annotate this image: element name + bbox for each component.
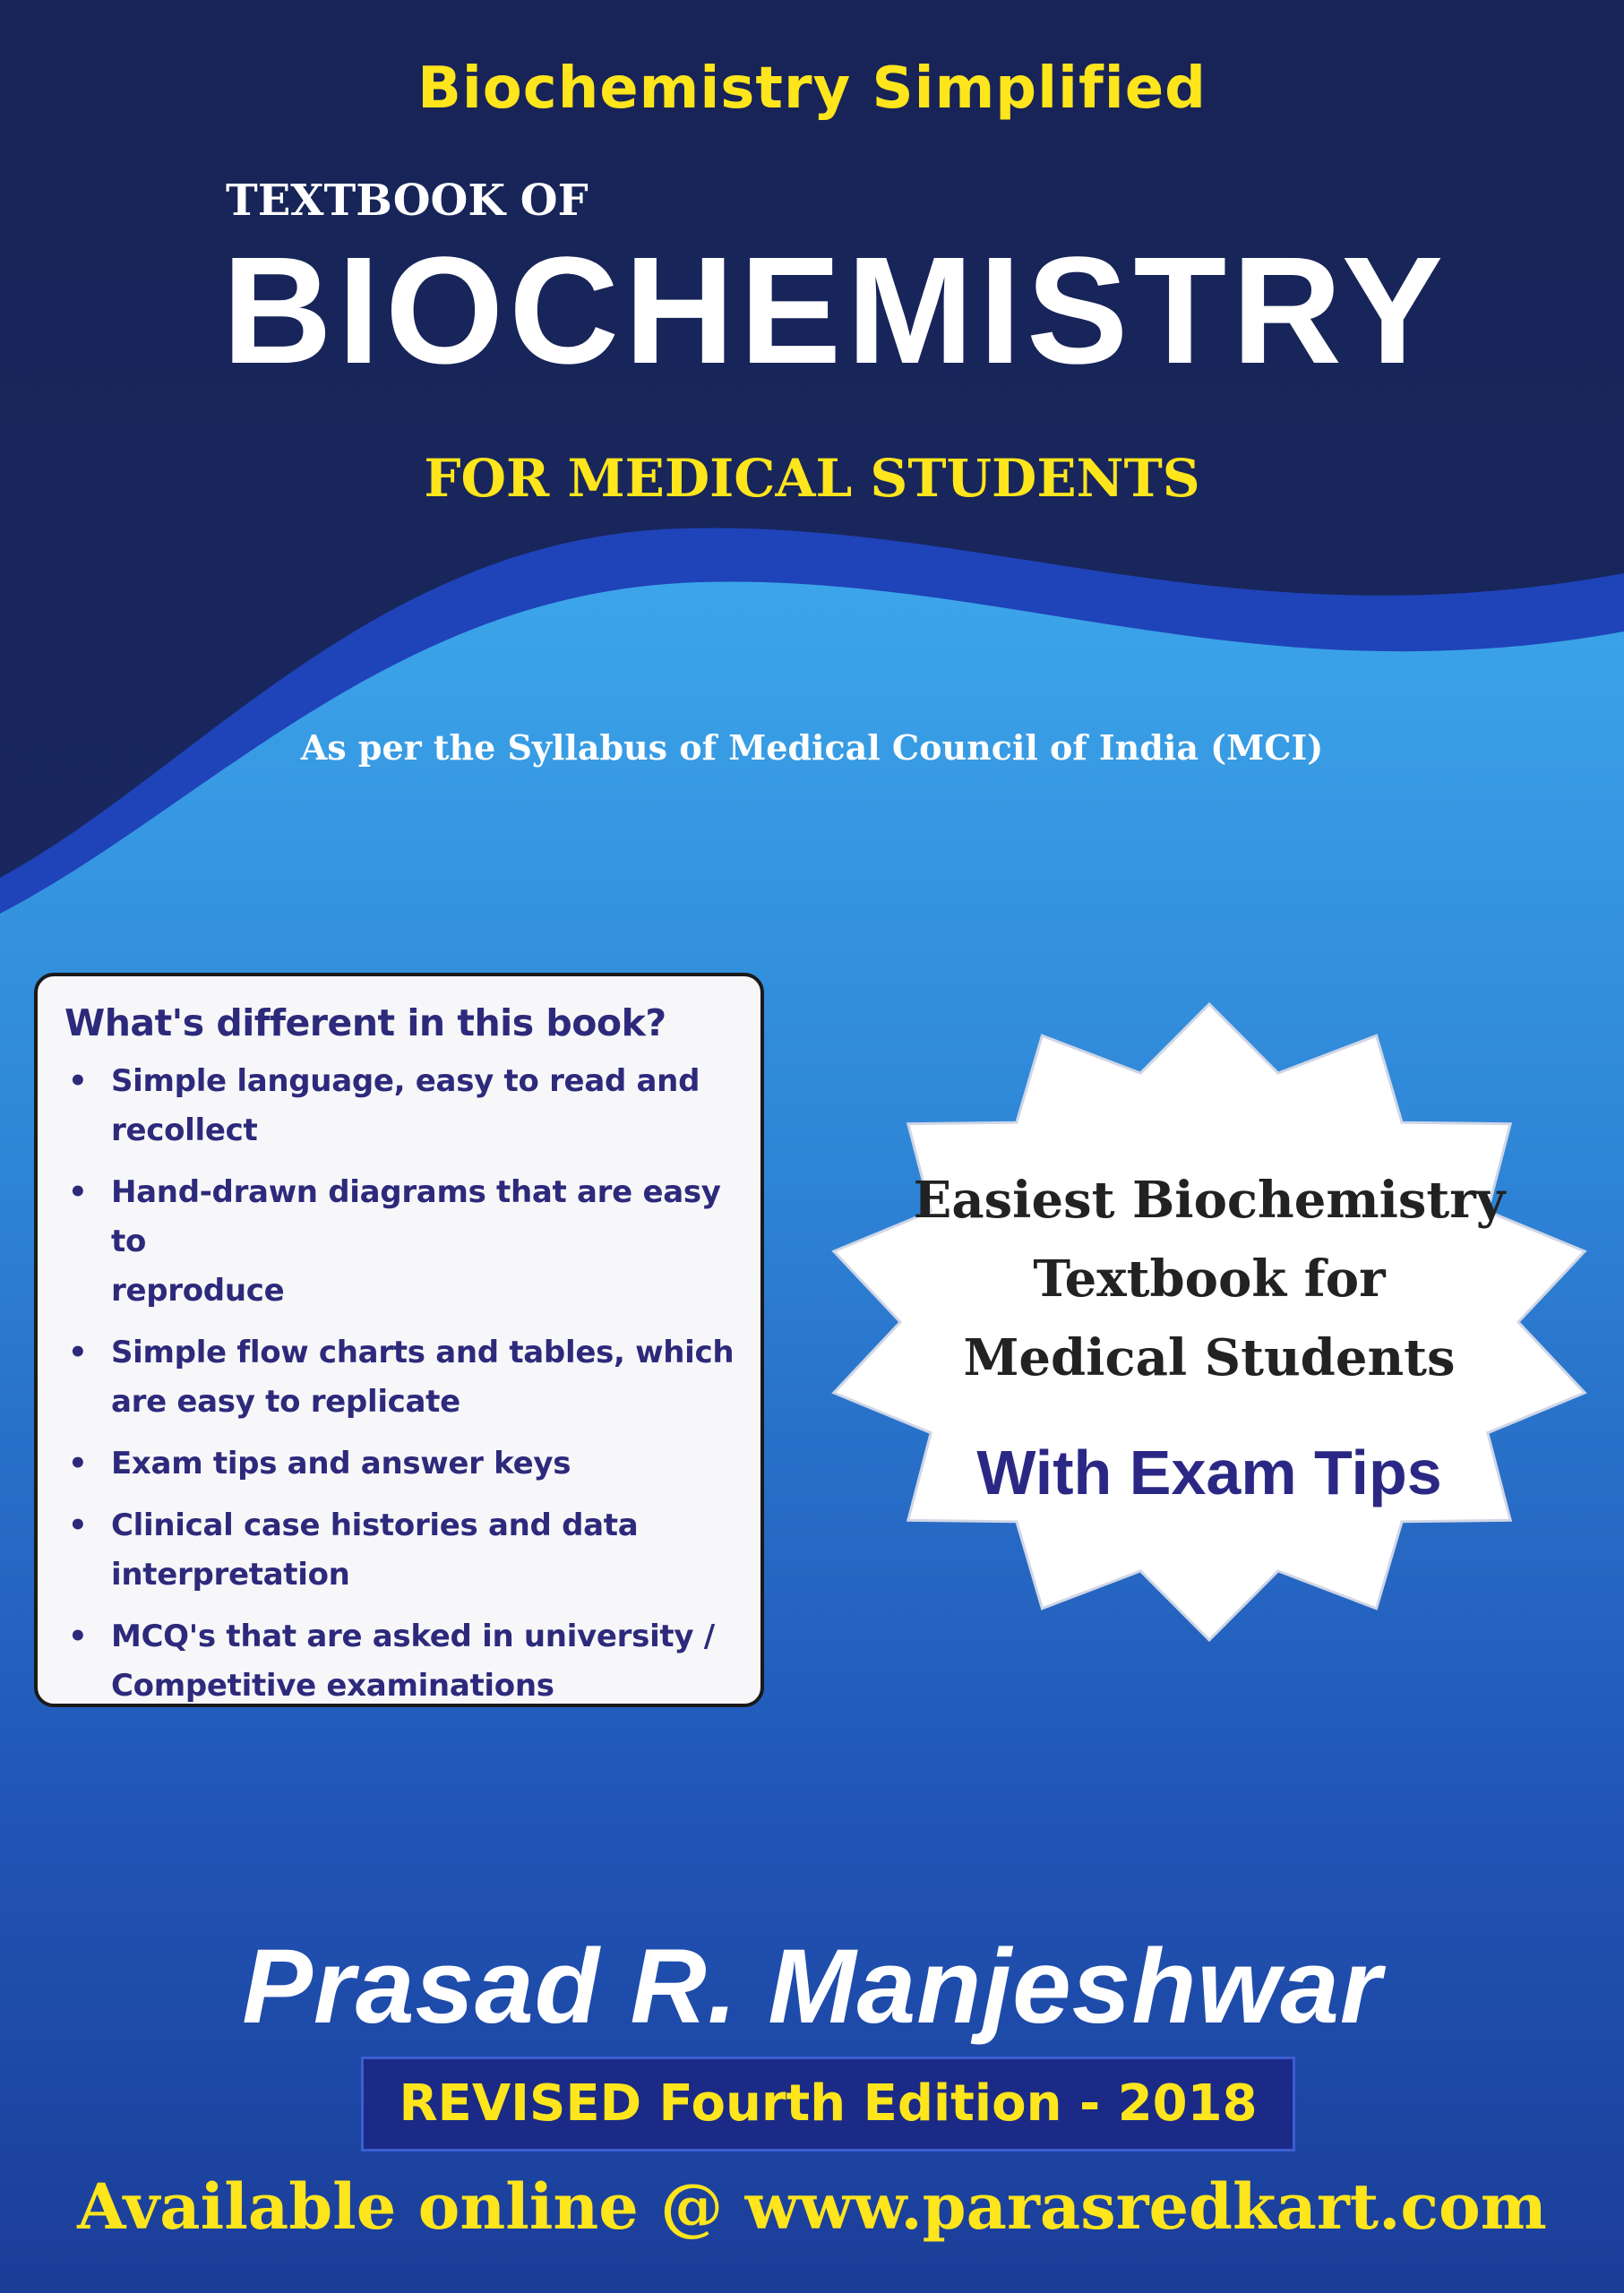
textbook-of-label: TEXTBOOK OF (226, 176, 589, 226)
availability-note: Available online @ www.parasredkart.com (77, 2169, 1547, 2244)
bullet-icon: • (68, 1063, 88, 1099)
subtitle: FOR MEDICAL STUDENTS (424, 448, 1200, 509)
feature-line: reproduce (111, 1273, 285, 1309)
feature-line: Clinical case histories and data (111, 1507, 639, 1543)
feature-item (61, 1328, 744, 1427)
feature-item (61, 1501, 744, 1600)
badge-line: Textbook for (1033, 1250, 1386, 1309)
features-heading: What's different in this book? (64, 1001, 666, 1044)
badge-exam-tips: With Exam Tips (976, 1438, 1442, 1507)
bullet-icon: • (68, 1507, 88, 1543)
feature-line: Competitive examinations (111, 1668, 554, 1704)
feature-line: Hand-drawn diagrams that are easy to (111, 1174, 721, 1259)
features-list (61, 1057, 744, 1711)
feature-line: Simple language, easy to read and (111, 1063, 700, 1099)
feature-item (61, 1057, 744, 1155)
feature-line: Exam tips and answer keys (111, 1446, 571, 1481)
author-name: Prasad R. Manjeshwar (242, 1928, 1382, 2046)
series-title: Biochemistry Simplified (417, 56, 1207, 122)
feature-line: MCQ's that are asked in university / (111, 1619, 715, 1654)
bullet-icon: • (68, 1446, 88, 1481)
feature-item (61, 1439, 744, 1489)
edition-banner: REVISED Fourth Edition - 2018 (361, 2057, 1295, 2151)
badge-line: Medical Students (963, 1328, 1456, 1387)
badge-line: Easiest Biochemistry (913, 1171, 1506, 1230)
bullet-icon: • (68, 1174, 88, 1210)
badge-text (820, 1161, 1599, 1397)
bullet-icon: • (68, 1335, 88, 1370)
syllabus-note: As per the Syllabus of Medical Council of India (MCI) (300, 727, 1324, 768)
feature-item (61, 1168, 744, 1316)
feature-line: Simple flow charts and tables, which (111, 1335, 735, 1370)
main-title: BIOCHEMISTRY (222, 226, 1449, 396)
feature-line: are easy to replicate (111, 1384, 460, 1420)
bullet-icon: • (68, 1619, 88, 1654)
feature-line: recollect (111, 1112, 258, 1148)
feature-line: interpretation (111, 1557, 350, 1593)
feature-item (61, 1612, 744, 1711)
features-box (34, 973, 764, 1707)
